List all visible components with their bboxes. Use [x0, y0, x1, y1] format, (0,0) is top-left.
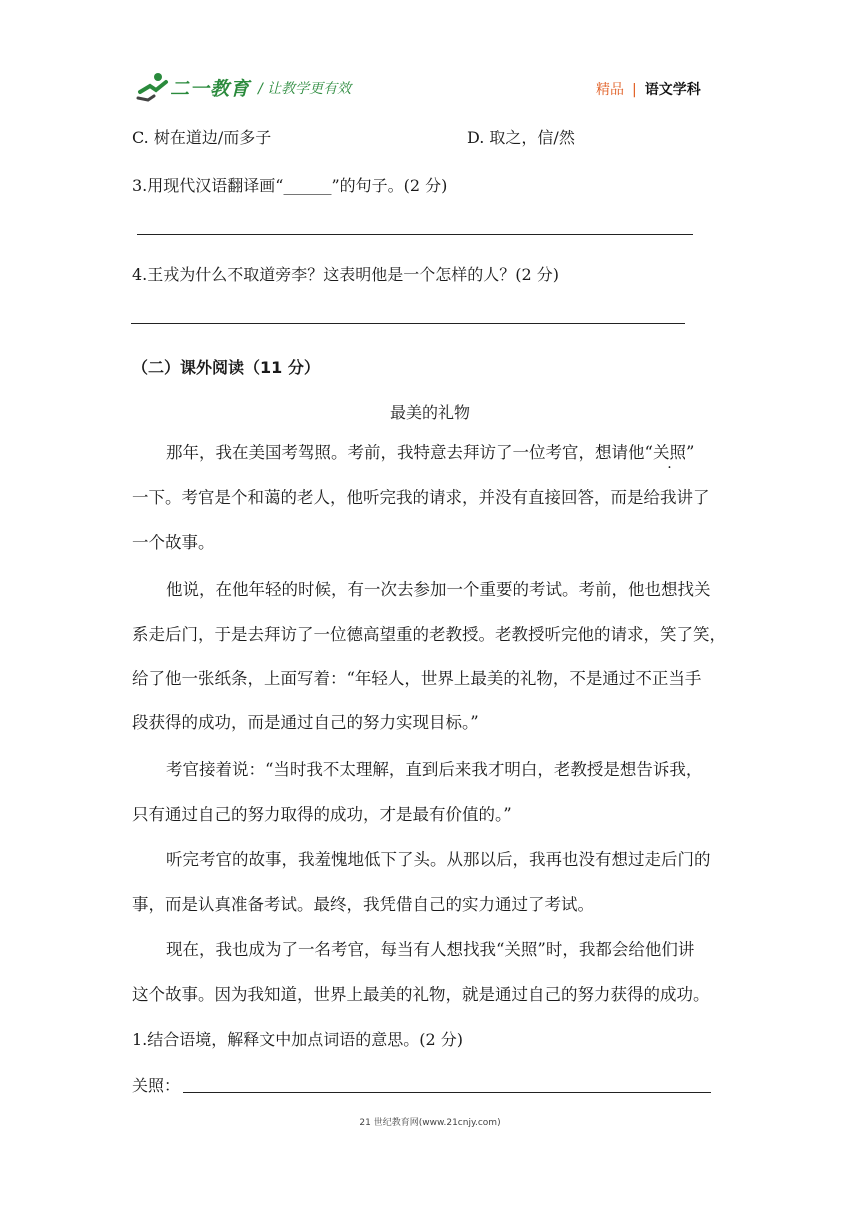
paragraph-2-line-4: 段获得的成功，而是通过自己的努力实现目标。” [132, 713, 479, 732]
emphasized-word: 关照 [652, 443, 686, 462]
paragraph-4-line-1: 听完考官的故事，我羞愧地低下了头。从那以后，我再也没有想过走后门的 [166, 850, 711, 869]
paragraph-2-line-3: 给了他一张纸条，上面写着：“年轻人，世界上最美的礼物，不是通过不正当手 [132, 669, 702, 688]
question-3-prefix: 3.用现代汉语翻译画“ [132, 176, 284, 195]
question-1: 1.结合语境，解释文中加点词语的意思。(2 分) [132, 1030, 464, 1049]
paragraph-5-line-2: 这个故事。因为我知道，世界上最美的礼物，就是通过自己的努力获得的成功。 [132, 985, 710, 1004]
logo-text: 二一教育 [170, 78, 251, 100]
header-slogan: / 让教学更有效 [258, 81, 352, 97]
paragraph-1-line-3: 一个故事。 [132, 533, 215, 552]
article-title: 最美的礼物 [389, 403, 470, 422]
paragraph-5-line-1: 现在，我也成为了一名考官，每当有人想找我“关照”时，我都会给他们讲 [166, 940, 695, 959]
page-footer: 21 世纪教育网(www.21cnjy.com) [359, 1118, 501, 1128]
section-heading: （二）课外阅读（11 分） [132, 358, 320, 377]
paragraph-1-line-2: 一下。考官是个和蔼的老人，他听完我的请求，并没有直接回答，而是给我讲了 [132, 488, 710, 507]
header-subject-label: 语文学科 [644, 82, 701, 98]
question-3-blank: ______ [283, 176, 332, 195]
answer-line-q1[interactable] [183, 1092, 711, 1093]
paragraph-2-line-2: 系走后门，于是去拜访了一位德高望重的老教授。老教授听完他的请求，笑了笑， [132, 625, 726, 644]
runner-logo-icon [136, 70, 170, 104]
header-subject [596, 79, 701, 99]
option-d: D. 取之，信/然 [467, 128, 575, 147]
paragraph-3-line-2: 只有通过自己的努力取得的成功，才是最有价值的。” [132, 805, 512, 824]
paragraph-4-line-2: 事，而是认真准备考试。最终，我凭借自己的实力通过了考试。 [132, 895, 594, 914]
answer-line-q3[interactable] [137, 234, 693, 235]
answer-line-q4[interactable] [131, 323, 685, 324]
paragraph-2-line-1: 他说，在他年轻的时候，有一次去参加一个重要的考试。考前，他也想找关 [166, 580, 711, 599]
question-3 [132, 176, 447, 196]
question-4: 4.王戎为什么不取道旁李？这表明他是一个怎样的人？(2 分) [132, 265, 560, 284]
answer-label: 关照： [132, 1076, 181, 1095]
paragraph-1-quote-end: ” [685, 443, 695, 462]
header-quality-label: 精品 [596, 82, 624, 98]
paragraph-1-line-1 [166, 443, 694, 463]
option-c: C. 树在道边/而多子 [132, 128, 272, 147]
brand-logo [136, 70, 256, 106]
header-separator: | [632, 82, 637, 98]
paragraph-1-text: 那年，我在美国考驾照。考前，我特意去拜访了一位考官，想请他“ [166, 443, 653, 462]
question-3-suffix: ”的句子。(2 分) [331, 176, 448, 195]
paragraph-3-line-1: 考官接着说：“当时我不太理解，直到后来我才明白，老教授是想告诉我， [166, 760, 703, 779]
